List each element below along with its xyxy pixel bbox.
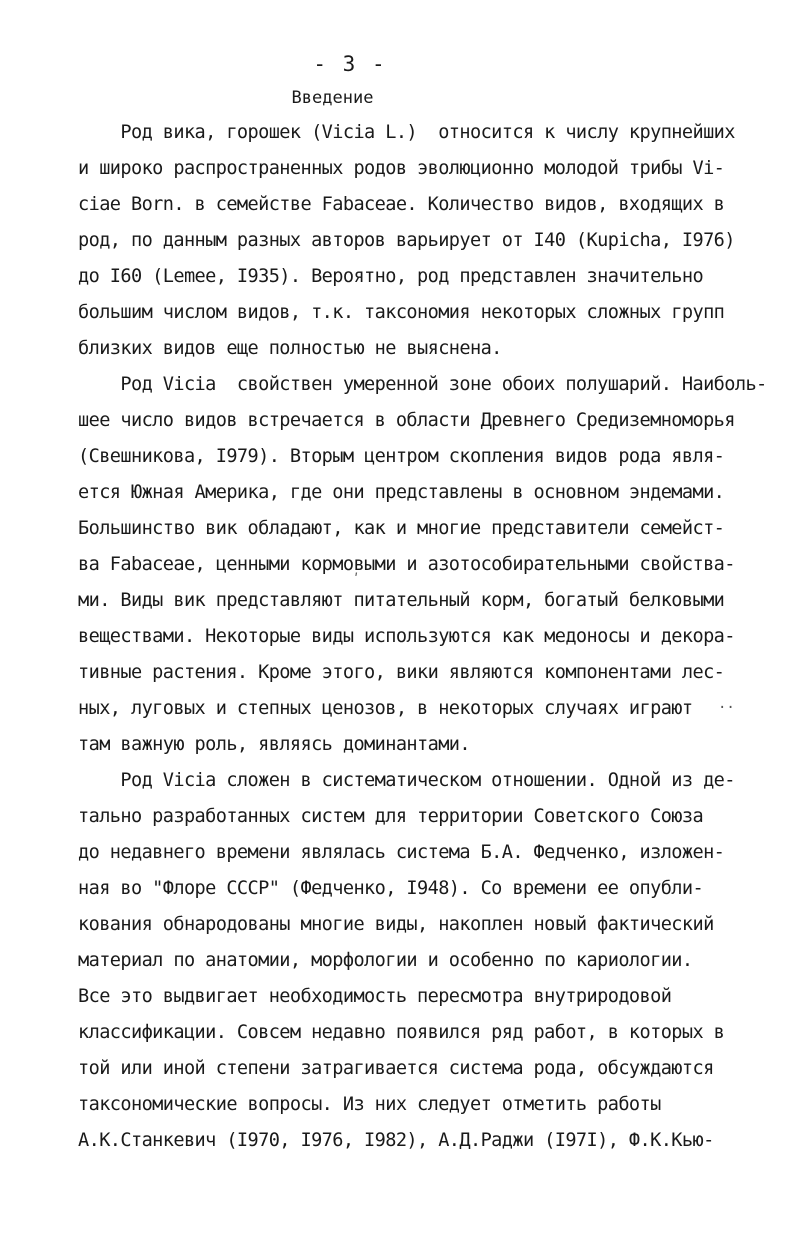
scan-mark: ·· <box>718 700 735 716</box>
scan-mark: ʹ <box>352 572 361 588</box>
text-line: ная во "Флоре СССР" (Федченко, I948). Со времени ее опубли- <box>78 878 704 899</box>
text-line: ва Fabaceae, ценными кормовыми и азотособирательными свойства- <box>78 554 735 575</box>
text-line: ми. Виды вик представляют питательный корм, богатый белковыми <box>78 590 725 611</box>
text-line: А.К.Станкевич (I970, I976, I982), А.Д.Раджи (I97I), Ф.К.Кью- <box>78 1130 714 1151</box>
text-line: классификации. Совсем недавно появился ряд работ, в которых в <box>78 1022 725 1043</box>
text-line: тально разработанных систем для территории Советского Союза <box>78 806 704 827</box>
text-line: веществами. Некоторые виды используются как медоносы и декора- <box>78 626 735 647</box>
text-line: той или иной степени затрагивается система рода, обсуждаются <box>78 1058 714 1079</box>
text-line: тивные растения. Кроме этого, вики являются компонентами лес- <box>78 662 725 683</box>
text-line: и широко распространенных родов эволюционно молодой трибы Vi- <box>78 158 725 179</box>
text-line: ется Южная Америка, где они представлены в основном эндемами. <box>78 482 725 503</box>
text-line: таксономические вопросы. Из них следует отметить работы <box>78 1094 661 1115</box>
text-line: шее число видов встречается в области Древнего Средиземноморья <box>78 410 735 431</box>
text-line: Род Vicia свойствен умеренной зоне обоих полушарий. Наиболь- <box>78 374 767 395</box>
text-line: ных, луговых и степных ценозов, в некоторых случаях играют <box>78 698 693 719</box>
text-line: род, по данным разных авторов варьирует от I40 (Kupicha, I976) <box>78 230 735 251</box>
text-line: там важную роль, являясь доминантами. <box>78 734 470 755</box>
text-line: материал по анатомии, морфологии и особенно по кариологии. <box>78 950 693 971</box>
text-line: Род Vicia сложен в систематическом отношении. Одной из де- <box>78 770 735 791</box>
text-line: большим числом видов, т.к. таксономия некоторых сложных групп <box>78 302 725 323</box>
section-heading: Введение <box>291 88 374 108</box>
text-line: до недавнего времени являлась система Б.А. Федченко, изложен- <box>78 842 725 863</box>
text-line: кования обнародованы многие виды, накоплен новый фактический <box>78 914 714 935</box>
text-line: ciae Born. в семействе Fabaceae. Количество видов, входящих в <box>78 194 725 215</box>
text-line: до I60 (Lemee, I935). Вероятно, род представлен значительно <box>78 266 704 287</box>
text-line: (Свешникова, I979). Вторым центром скопления видов рода явля- <box>78 446 725 467</box>
text-line: Все это выдвигает необходимость пересмотра внутриродовой <box>78 986 672 1007</box>
text-line: Большинство вик обладают, как и многие представители семейст- <box>78 518 725 539</box>
text-line: близких видов еще полностью не выяснена. <box>78 338 502 359</box>
page-number: - 3 - <box>313 52 387 76</box>
text-line: Род вика, горошек (Vicia L.) относится к числу крупнейших <box>78 122 735 143</box>
